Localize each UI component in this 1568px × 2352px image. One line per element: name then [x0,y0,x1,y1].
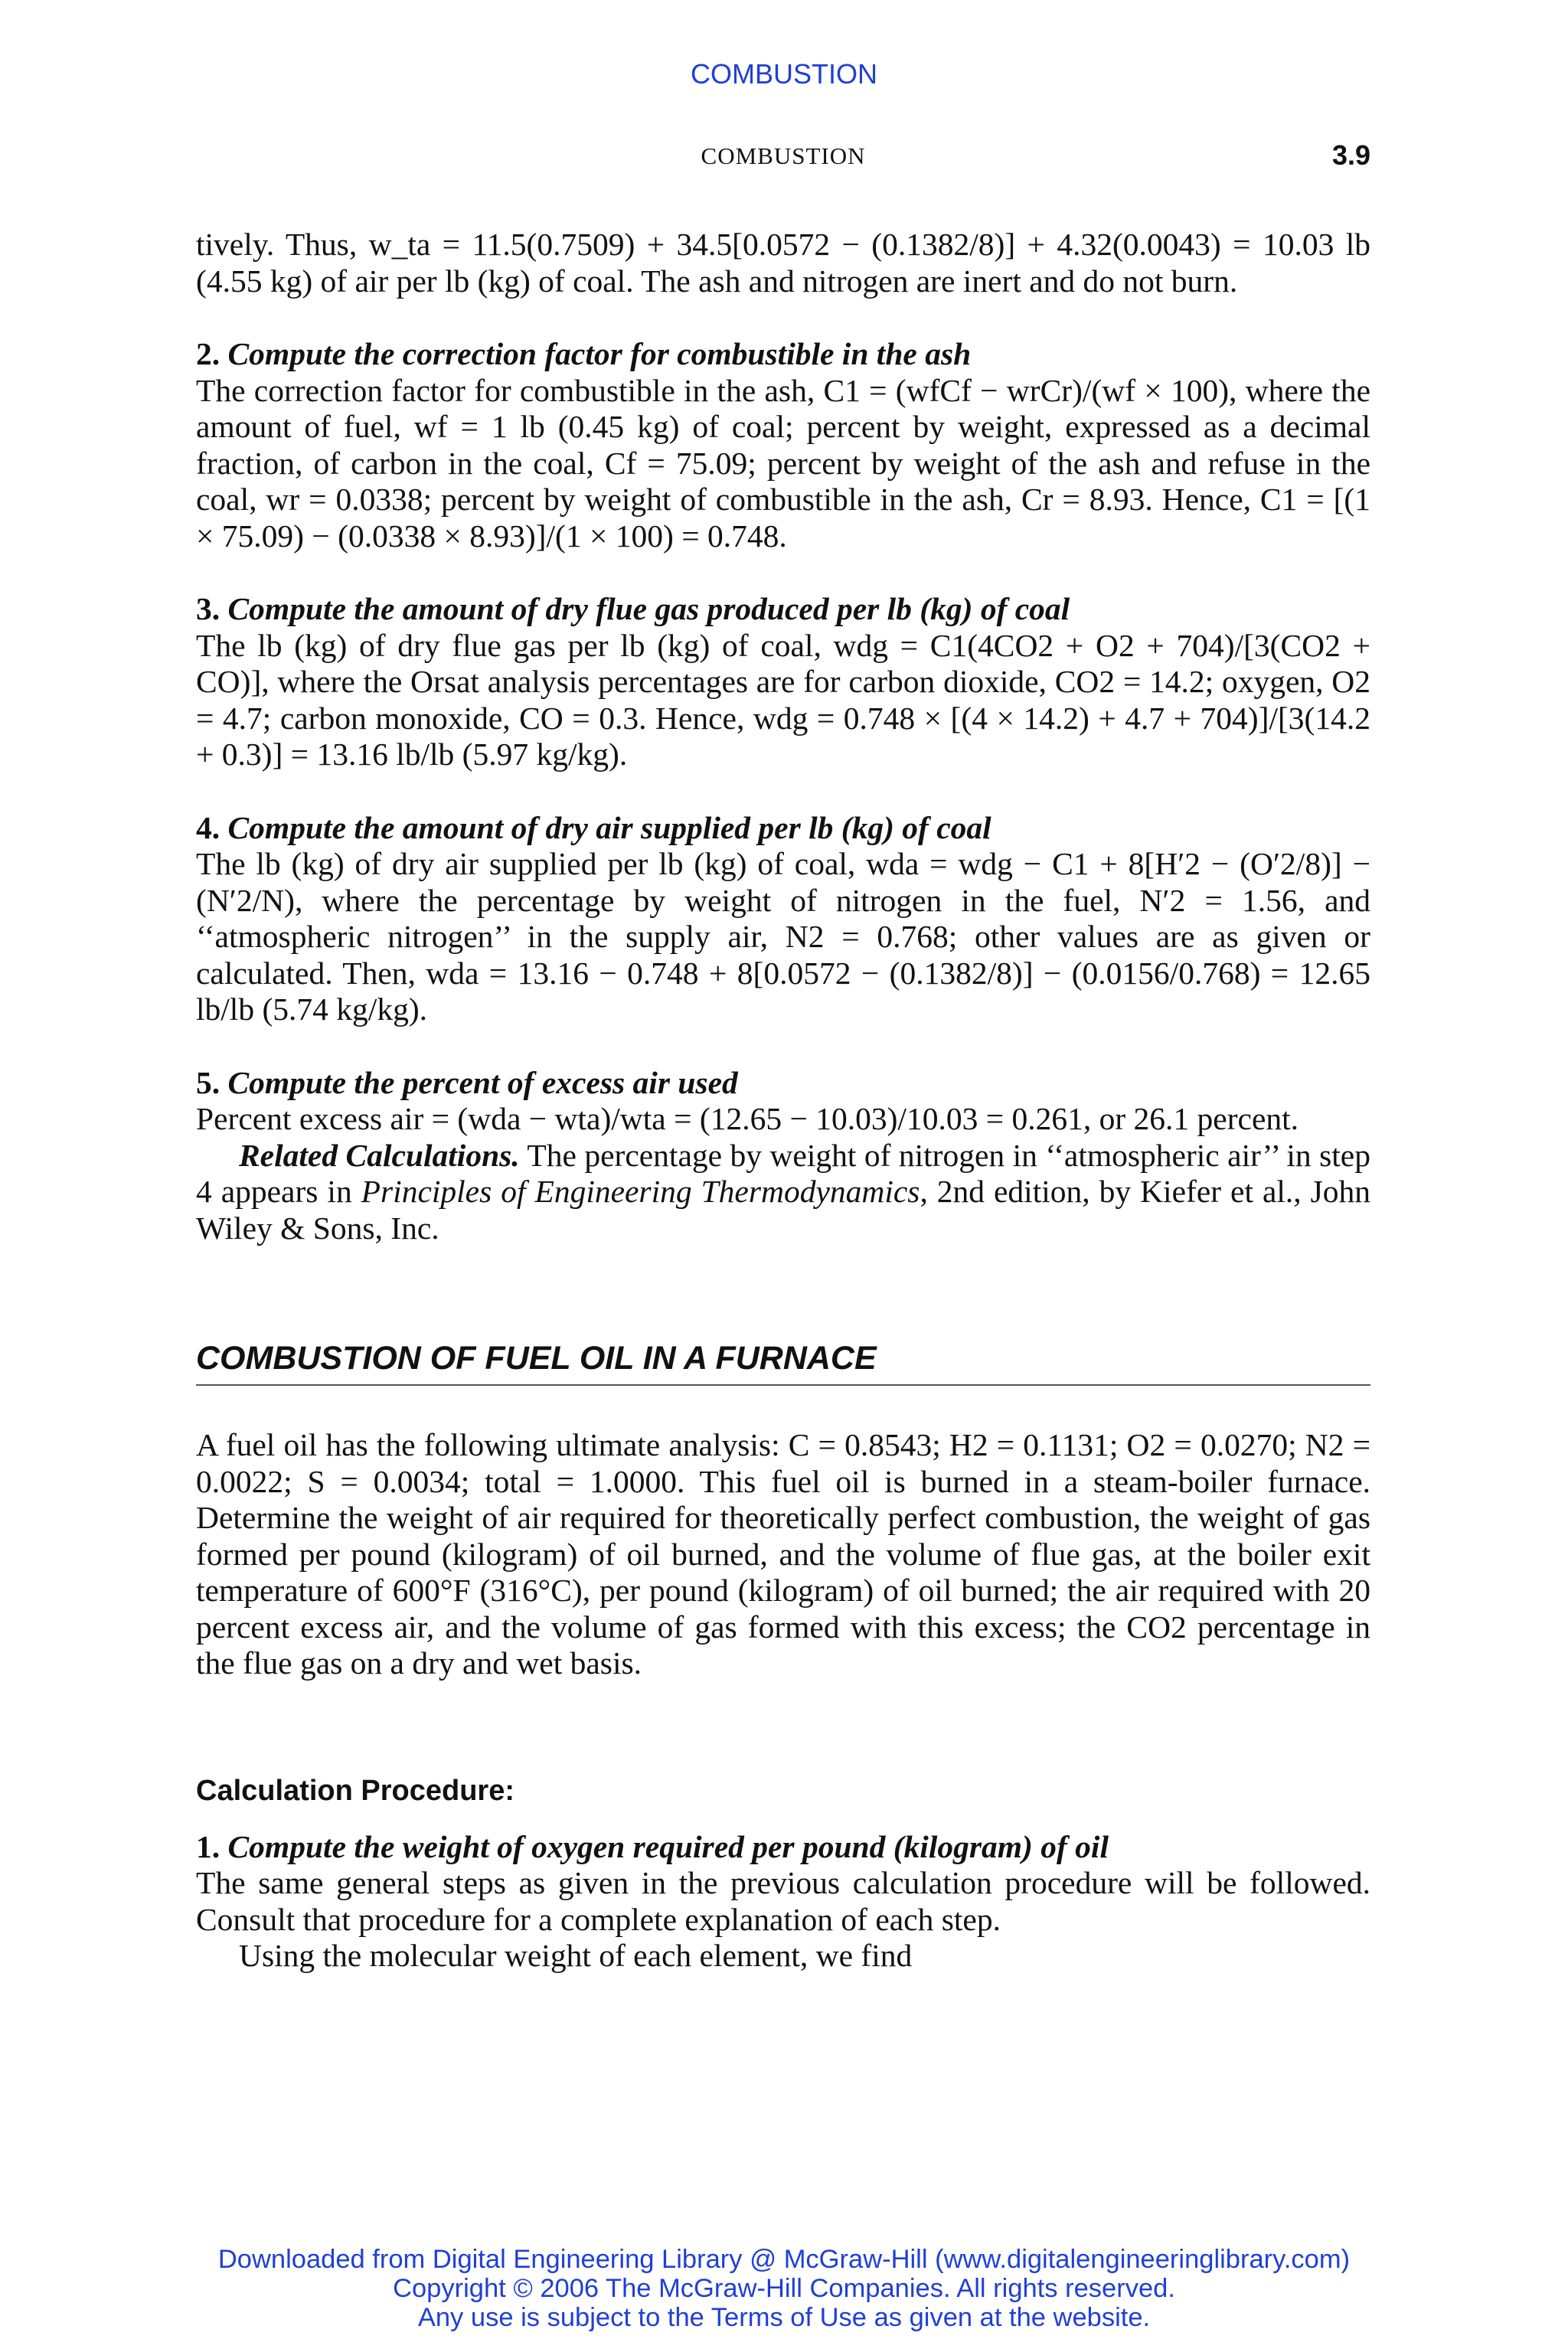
book-title: Principles of Engineering Thermodynamics [361,1174,920,1209]
step-1-followup: Using the molecular weight of each element, we find [239,1938,913,1973]
step-1-body: The same general steps as given in the previous calculation procedure will be followed. Consult that procedure for a complete explanation of each step. [196,1865,1370,1937]
related-calculations-label: Related Calculations. [239,1137,520,1173]
step-title: Compute the correction factor for combustible in the ash [227,336,972,371]
step-title: Compute the percent of excess air used [227,1064,738,1100]
step-2-heading [196,336,1370,373]
step-4-body: The lb (kg) of dry air supplied per lb (kg) of coal, wda = wdg − C1 + 8[H′2 − (O′2/8)] − (N′2/N), where the percentage by weight of nitrogen in the fuel, N′2 = 1.56, and ‘‘atmospheric nitrogen’’ in the supply air, N2 = 0.768; other values are as given or calculated. Then, wda = 13.16 − 0.748 + 8[0.0572 − (0.1382/8)] − (0.0156/0.768) = 12.65 lb/lb (5.74 kg/kg). [196,846,1370,1027]
running-head-title: COMBUSTION [701,142,866,169]
continuation-paragraph: tively. Thus, w_ta = 11.5(0.7509) + 34.5[0.0572 − (0.1382/8)] + 4.32(0.0043) = 10.03 lb (4.55 kg) of air per lb (kg) of coal. The ash and nitrogen are inert and do not burn. [196,227,1370,299]
page-number: 3.9 [1331,139,1370,171]
page-body [196,227,1370,1975]
step-number: 1. [196,1828,220,1864]
problem-statement: A fuel oil has the following ultimate analysis: C = 0.8543; H2 = 0.1131; O2 = 0.0270; N2 = 0.0022; S = 0.0034; total = 1.0000. This fuel oil is burned in a steam-boiler furnace. Determine the weight of air required for theoretically perfect combustion, the weight of gas formed per pound (kilogram) of oil burned, and the volume of flue gas, at the boiler exit temperature of 600°F (316°C), per pound (kilogram) of oil burned; the air required with 20 percent excess air, and the volume of gas formed with this excess; the CO2 percentage in the flue gas on a dry and wet basis. [196,1427,1370,1681]
step-1-heading [196,1829,1370,1866]
step-5-body: Percent excess air = (wda − wta)/wta = (12.65 − 10.03)/10.03 = 0.261, or 26.1 percent. [196,1101,1299,1136]
step-3-body: The lb (kg) of dry flue gas per lb (kg) of coal, wdg = C1(4CO2 + O2 + 704)/[3(CO2 + CO)], where the Orsat analysis percentages are for carbon dioxide, CO2 = 14.2; oxygen, O2 = 4.7; carbon monoxide, CO = 0.3. Hence, wdg = 0.748 × [(4 × 14.2) + 4.7 + 704)]/[3(14.2 + 0.3)] = 13.16 lb/lb (5.97 kg/kg). [196,627,1370,772]
footer-copyright-line: Copyright © 2006 The McGraw-Hill Companies. All rights reserved. [393,2274,1175,2303]
step-number: 5. [196,1064,220,1100]
related-calculations [196,1138,1370,1247]
source-banner: COMBUSTION [690,58,877,90]
section-heading: COMBUSTION OF FUEL OIL IN A FURNACE [196,1337,1370,1386]
step-4-heading [196,810,1370,847]
step-title: Compute the weight of oxygen required per pound (kilogram) of oil [227,1828,1109,1864]
calculation-procedure-heading: Calculation Procedure: [196,1774,514,1807]
related-text-end: , 2nd edition, by Kiefer et al., John Wiley & Sons, Inc. [196,1174,1371,1246]
step-3-heading [196,591,1370,628]
copyright-footer [0,2245,1568,2332]
step-title: Compute the amount of dry air supplied per lb (kg) of coal [227,809,991,845]
step-title: Compute the amount of dry flue gas produced per lb (kg) of coal [227,591,1070,626]
related-text: The percentage by weight of nitrogen in ‘‘atmospheric air’’ in step 4 appears in [196,1137,1370,1209]
running-head [196,139,1370,176]
footer-terms-line: Any use is subject to the Terms of Use as given at the website. [417,2303,1151,2332]
step-number: 3. [196,591,220,626]
footer-download-line[interactable]: Downloaded from Digital Engineering Library @ McGraw-Hill (www.digitalengineeringlibrary.com) [217,2245,1351,2274]
step-5-heading [196,1065,1370,1102]
step-number: 4. [196,809,220,845]
step-2-body: The correction factor for combustible in the ash, C1 = (wfCf − wrCr)/(wf × 100), where the amount of fuel, wf = 1 lb (0.45 kg) of coal; percent by weight, expressed as a decimal fraction, of carbon in the coal, Cf = 75.09; percent by weight of the ash and refuse in the coal, wr = 0.0338; percent by weight of combustible in the ash, Cr = 8.93. Hence, C1 = [(1 × 75.09) − (0.0338 × 8.93)]/(1 × 100) = 0.748. [196,372,1370,554]
step-number: 2. [196,336,220,371]
